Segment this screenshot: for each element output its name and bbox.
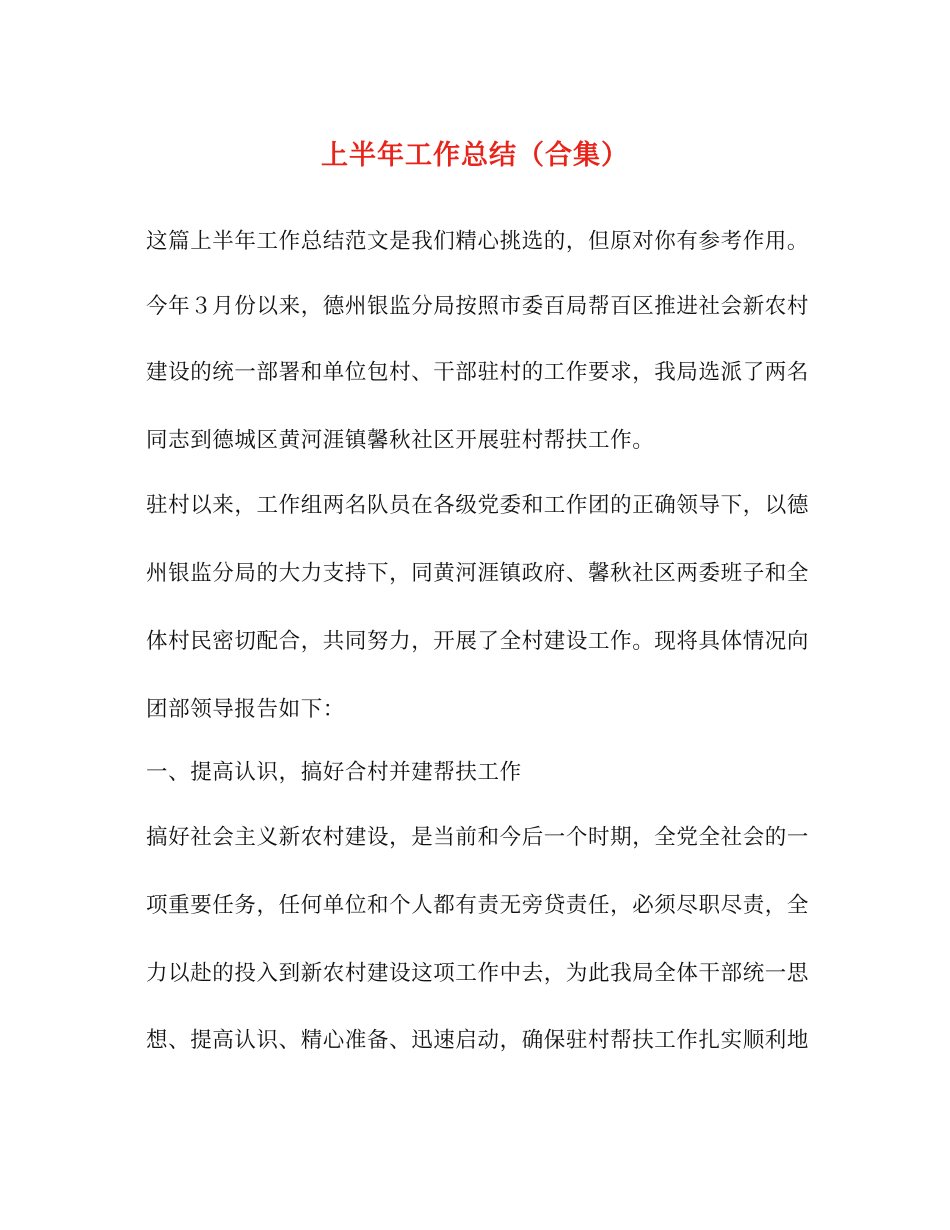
paragraph-line: 体村民密切配合，共同努力，开展了全村建设工作。现将具体情况向 bbox=[146, 629, 810, 654]
paragraph-line: 建设的统一部署和单位包村、干部驻村的工作要求，我局选派了两名 bbox=[146, 360, 810, 385]
paragraph-line: 州银监分局的大力支持下，同黄河涯镇政府、馨秋社区两委班子和全 bbox=[146, 561, 810, 586]
paragraph-line: 搞好社会主义新农村建设，是当前和今后一个时期，全党全社会的一 bbox=[146, 825, 810, 850]
paragraph-line: 项重要任务，任何单位和个人都有责无旁贷责任，必须尽职尽责，全 bbox=[146, 893, 810, 918]
paragraph-line: 想、提高认识、精心准备、迅速启动，确保驻村帮扶工作扎实顺利地 bbox=[146, 1028, 810, 1053]
section-heading: 一、提高认识，搞好合村并建帮扶工作 bbox=[146, 760, 522, 785]
document-title: 上半年工作总结（合集） bbox=[321, 140, 629, 171]
paragraph-line: 这篇上半年工作总结范文是我们精心挑选的，但原对你有参考作用。 bbox=[146, 229, 810, 254]
paragraph-line: 力以赴的投入到新农村建设这项工作中去，为此我局全体干部统一思 bbox=[146, 961, 810, 986]
paragraph-line: 今年３月份以来，德州银监分局按照市委百局帮百区推进社会新农村 bbox=[146, 294, 810, 319]
paragraph-line: 同志到德城区黄河涯镇馨秋社区开展驻村帮扶工作。 bbox=[146, 428, 655, 453]
paragraph-line: 驻村以来，工作组两名队员在各级党委和工作团的正确领导下，以德 bbox=[146, 493, 810, 518]
paragraph-line: 团部领导报告如下： bbox=[146, 697, 345, 722]
